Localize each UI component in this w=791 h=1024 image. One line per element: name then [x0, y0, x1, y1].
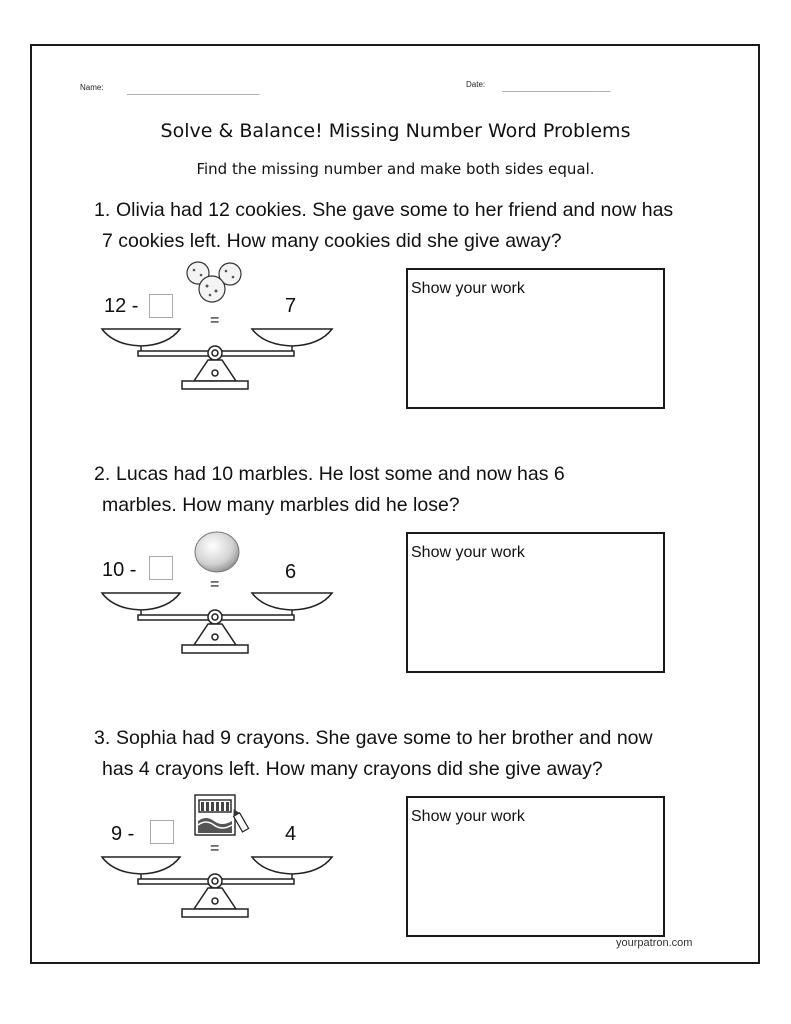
problem-number: 3. [94, 727, 111, 749]
work-box-2[interactable] [406, 532, 665, 673]
crayon-box-icon [192, 791, 250, 839]
problem-number: 2. [94, 463, 111, 485]
date-label: Date: [466, 80, 486, 89]
right-value: 4 [285, 823, 297, 845]
footer-website: yourpatron.com [616, 937, 693, 949]
equals-sign: = [210, 312, 220, 329]
missing-number-box[interactable] [150, 820, 174, 844]
right-value: 6 [285, 561, 297, 583]
problem-line-2: marbles. How many marbles did he lose? [102, 494, 460, 516]
worksheet-title: Solve & Balance! Missing Number Word Problems [160, 120, 631, 142]
work-box-label: Show your work [411, 544, 525, 561]
date-line[interactable]: __________________ [502, 81, 611, 92]
problem-line-2: 7 cookies left. How many cookies did she give away? [102, 230, 562, 252]
work-box-1[interactable] [406, 268, 665, 409]
problem-line-2: has 4 crayons left. How many crayons did she give away? [102, 758, 603, 780]
missing-number-box[interactable] [149, 294, 173, 318]
problem-line-1: Olivia had 12 cookies. She gave some to her friend and now has [116, 199, 674, 221]
problem-3 [94, 723, 784, 785]
equals-sign: = [210, 840, 220, 857]
cookies-icon [182, 259, 248, 305]
left-expression: 9 - [111, 823, 135, 845]
work-box-label: Show your work [411, 280, 525, 297]
work-box-label: Show your work [411, 808, 525, 825]
name-label: Name: [80, 83, 104, 92]
problem-number: 1. [94, 199, 111, 221]
equals-sign: = [210, 576, 220, 593]
missing-number-box[interactable] [149, 556, 173, 580]
left-expression: 10 - [102, 559, 137, 581]
problem-1 [94, 195, 784, 257]
left-expression: 12 - [104, 295, 139, 317]
problem-line-1: Lucas had 10 marbles. He lost some and now has 6 [116, 463, 565, 485]
worksheet-subtitle: Find the missing number and make both sides equal. [196, 160, 595, 178]
right-value: 7 [285, 295, 297, 317]
marble-icon [193, 529, 243, 575]
work-box-3[interactable] [406, 796, 665, 937]
problem-line-1: Sophia had 9 crayons. She gave some to her brother and now [116, 727, 653, 749]
name-line[interactable]: ______________________ [127, 84, 260, 95]
problem-2 [94, 459, 784, 521]
